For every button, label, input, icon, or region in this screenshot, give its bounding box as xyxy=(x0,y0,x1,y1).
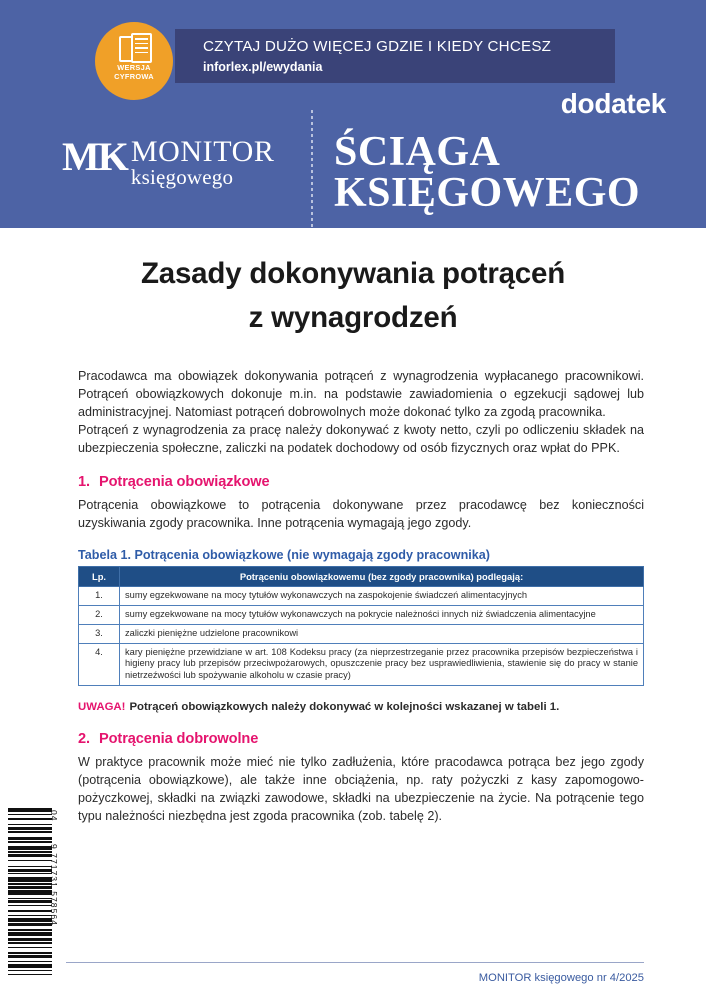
promo-url: inforlex.pl/ewydania xyxy=(203,60,323,74)
table-row xyxy=(79,624,644,643)
table-col-lp: Lp. xyxy=(79,566,120,586)
section-number-1: 1. xyxy=(78,473,90,490)
section-heading-1 xyxy=(78,474,644,490)
logo-subtitle: księgowego xyxy=(130,165,234,189)
section-title-2: Potrącenia dobrowolne xyxy=(98,731,259,748)
masthead xyxy=(0,0,706,228)
supplement-label: dodatek xyxy=(560,88,666,119)
note-text: Potrąceń obowiązkowych należy dokonywać w kolejności wskazanej w tabeli 1. xyxy=(129,701,560,714)
note-tag: UWAGA! xyxy=(78,701,126,714)
table-row xyxy=(79,643,644,685)
page-title xyxy=(0,252,706,340)
row-number: 1. xyxy=(79,586,120,605)
page-title-line-1: Zasady dokonywania potrąceń xyxy=(140,257,566,290)
vertical-dotted-divider xyxy=(311,110,313,228)
section-paragraph-1: Potrącenia obowiązkowe to potrącenia dokonywane przez pracodawcę bez konieczności uzyskiwania zgody pracownika. Inne potrącenia wymagają jego zgody. xyxy=(78,497,644,530)
row-number: 2. xyxy=(79,605,120,624)
table-row xyxy=(79,586,644,605)
row-text: zaliczki pieniężne udzielone pracownikowi xyxy=(120,624,644,643)
note-callout xyxy=(78,700,644,715)
mk-logo xyxy=(62,134,275,189)
page-title-line-2: z wynagrodzeń xyxy=(248,301,458,334)
row-number: 4. xyxy=(79,643,120,685)
barcode-digits: 9 771731 578564 xyxy=(49,844,59,926)
series-title xyxy=(334,129,641,216)
promo-headline: CZYTAJ DUŻO WIĘCEJ GDZIE I KIEDY CHCESZ xyxy=(203,38,552,55)
intro-paragraph-1: Pracodawca ma obowiązek dokonywania potrąceń z wynagrodzenia wypłacanego pracownikowi. Potrąceń obowiązkowych dokonuje m.in. na podstawie zawiadomienia o egzekucji sądowej lub administracyjnej. Natomiast potrąceń dobrowolnych może dokonać tylko za zgodą pracownika. xyxy=(78,369,644,419)
row-text: kary pieniężne przewidziane w art. 108 Kodeksu pracy (za nieprzestrzeganie przez pracownika przepisów bezpieczeństwa i higieny pracy lub przepisów przeciwpożarowych, opuszczenie pracy bez usprawiedliwienia, stawienie się do pracy w stanie nietrzeźwości lub spożywanie alkoholu w czasie pracy) xyxy=(120,643,644,685)
row-text: sumy egzekwowane na mocy tytułów wykonawczych na pokrycie należności innych niż świadczenia alimentacyjne xyxy=(120,605,644,624)
table-caption: Tabela 1. Potrącenia obowiązkowe (nie wymagają zgody pracownika) xyxy=(78,547,490,562)
section-heading-2 xyxy=(78,731,644,747)
barcode-bars xyxy=(8,808,52,976)
series-title-line-2: KSIĘGOWEGO xyxy=(334,170,641,216)
badge-line-2: CYFROWA xyxy=(114,72,154,81)
logo-brand: MONITOR xyxy=(130,135,275,168)
section-number-2: 2. xyxy=(78,731,90,748)
badge-line-1: WERSJA xyxy=(117,63,151,72)
series-title-line-1: ŚCIĄGA xyxy=(334,129,501,175)
row-text: sumy egzekwowane na mocy tytułów wykonawczych na zaspokojenie świadczeń alimentacyjnych xyxy=(120,586,644,605)
table-header-row xyxy=(79,566,644,586)
table-col-description: Potrąceniu obowiązkowemu (bez zgody pracownika) podlegają: xyxy=(120,566,644,586)
footer-issue-label: MONITOR księgowego nr 4/2025 xyxy=(478,972,644,984)
footer-divider xyxy=(66,962,644,963)
barcode-supplement: 04 xyxy=(49,810,59,822)
table-row xyxy=(79,605,644,624)
article-content xyxy=(78,368,644,825)
mk-monogram: MK xyxy=(62,134,127,179)
barcode xyxy=(8,808,66,976)
section-title-1: Potrącenia obowiązkowe xyxy=(98,473,270,490)
section-paragraph-2: W praktyce pracownik może mieć nie tylko zadłużenia, które pracodawca potrąca bez jego zgody (potrącenia obowiązkowe), ale także inne obciążenia, np. raty pożyczki z kasy zapomogowo-pożyczkowej, składki na związki zawodowe, składki na ubezpieczenie na życie. Na potrącenie tego typu należności niezbędna jest zgoda pracownika (zob. tabelę 2). xyxy=(78,755,644,823)
devices-icon xyxy=(119,33,149,61)
obligatory-deductions-table xyxy=(78,566,644,687)
digital-version-badge xyxy=(95,22,173,100)
row-number: 3. xyxy=(79,624,120,643)
intro-paragraph-2: Potrąceń z wynagrodzenia za pracę należy dokonywać z kwoty netto, czyli po odliczeniu składek na ubezpieczenia społeczne, zaliczki na podatek dochodowy od osób fizycznych oraz wpłat do PPK. xyxy=(78,423,644,456)
